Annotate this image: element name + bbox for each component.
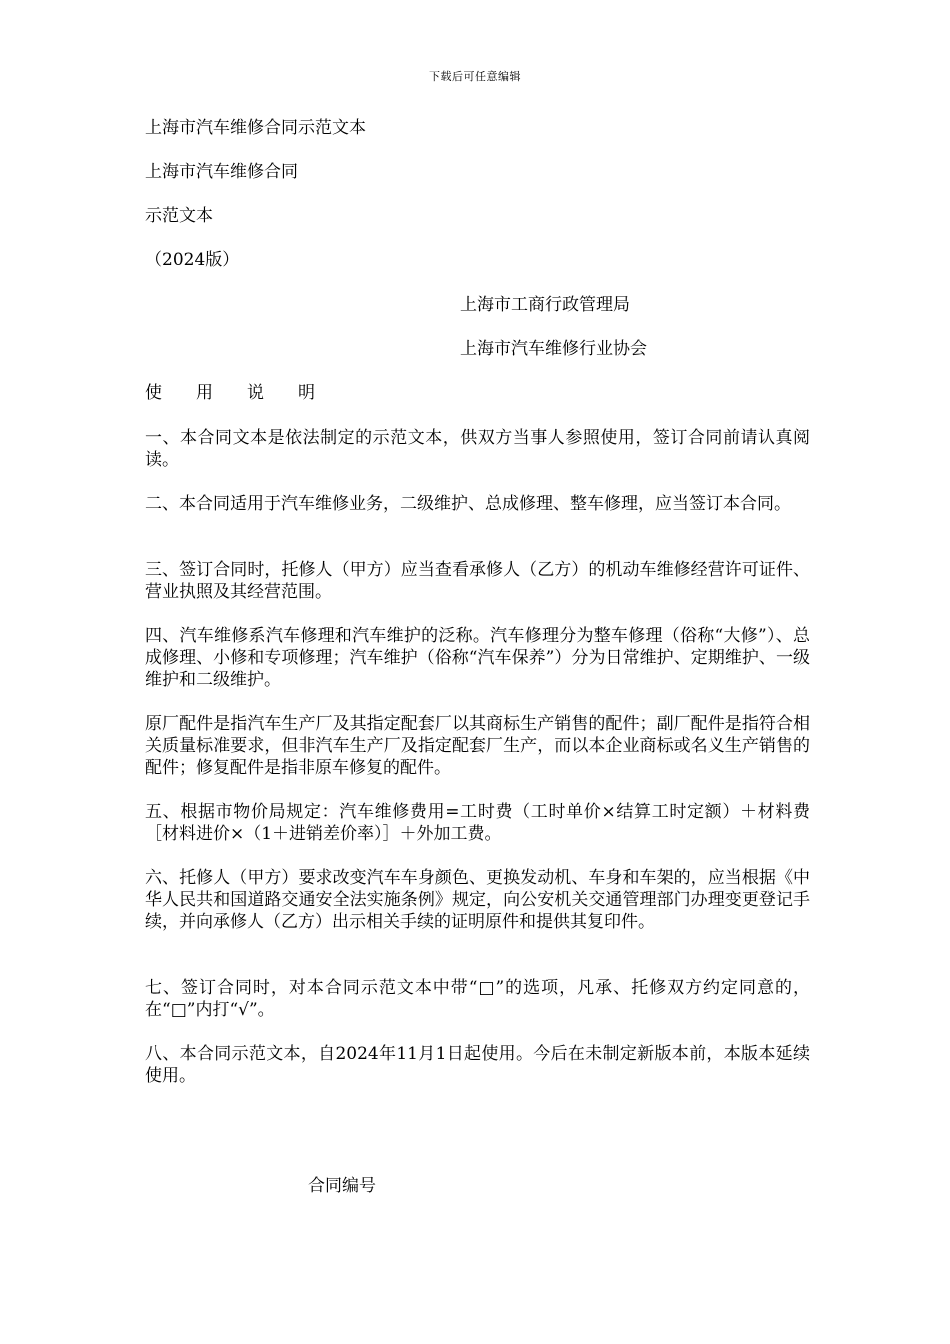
cover-edition: （2024版） xyxy=(145,250,240,270)
instruction-item: 原厂配件是指汽车生产厂及其指定配套厂以其商标生产销售的配件；副厂配件是指符合相关质量标准要求，但非汽车生产厂及指定配套厂生产，而以本企业商标或名义生产销售的配件；修复配件是指非原车修复的配件。 xyxy=(145,714,810,778)
instruction-item: 五、根据市物价局规定：汽车维修费用=工时费（工时单价×结算工时定额）＋材料费［材料进价×（1＋进销差价率）］＋外加工费。 xyxy=(145,802,810,844)
issuer-association: 上海市汽车维修行业协会 xyxy=(460,339,647,359)
instruction-item: 八、本合同示范文本，自2024年11月1日起使用。今后在未制定新版本前，本版本延续使用。 xyxy=(145,1044,810,1086)
instruction-item: 一、本合同文本是依法制定的示范文本，供双方当事人参照使用，签订合同前请认真阅读。 xyxy=(145,428,810,470)
cover-title-line1: 上海市汽车维修合同示范文本 xyxy=(145,118,366,138)
instruction-item: 三、签订合同时，托修人（甲方）应当查看承修人（乙方）的机动车维修经营许可证件、营业执照及其经营范围。 xyxy=(145,560,810,602)
instruction-item: 七、签订合同时，对本合同示范文本中带“□”的选项，凡承、托修双方约定同意的，在“□”内打“√”。 xyxy=(145,978,810,1020)
issuer-bureau: 上海市工商行政管理局 xyxy=(460,295,630,315)
instruction-item: 六、托修人（甲方）要求改变汽车车身颜色、更换发动机、车身和车架的，应当根据《中华人民共和国道路交通安全法实施条例》规定，向公安机关交通管理部门办理变更登记手续，并向承修人（乙方）出示相关手续的证明原件和提供其复印件。 xyxy=(145,868,810,932)
cover-title-line3: 示范文本 xyxy=(145,206,213,226)
instruction-item: 二、本合同适用于汽车维修业务，二级维护、总成修理、整车修理，应当签订本合同。 xyxy=(145,494,791,514)
instruction-item: 四、汽车维修系汽车修理和汽车维护的泛称。汽车修理分为整车修理（俗称“大修”）、总成修理、小修和专项修理；汽车维护（俗称“汽车保养”）分为日常维护、定期维护、一级维护和二级维护。 xyxy=(145,626,810,690)
contract-number-label: 合同编号 xyxy=(308,1176,376,1196)
instructions-heading: 使 用 说 明 xyxy=(145,383,315,403)
cover-title-line2: 上海市汽车维修合同 xyxy=(145,162,298,182)
page-header-note: 下载后可任意编辑 xyxy=(429,70,521,83)
